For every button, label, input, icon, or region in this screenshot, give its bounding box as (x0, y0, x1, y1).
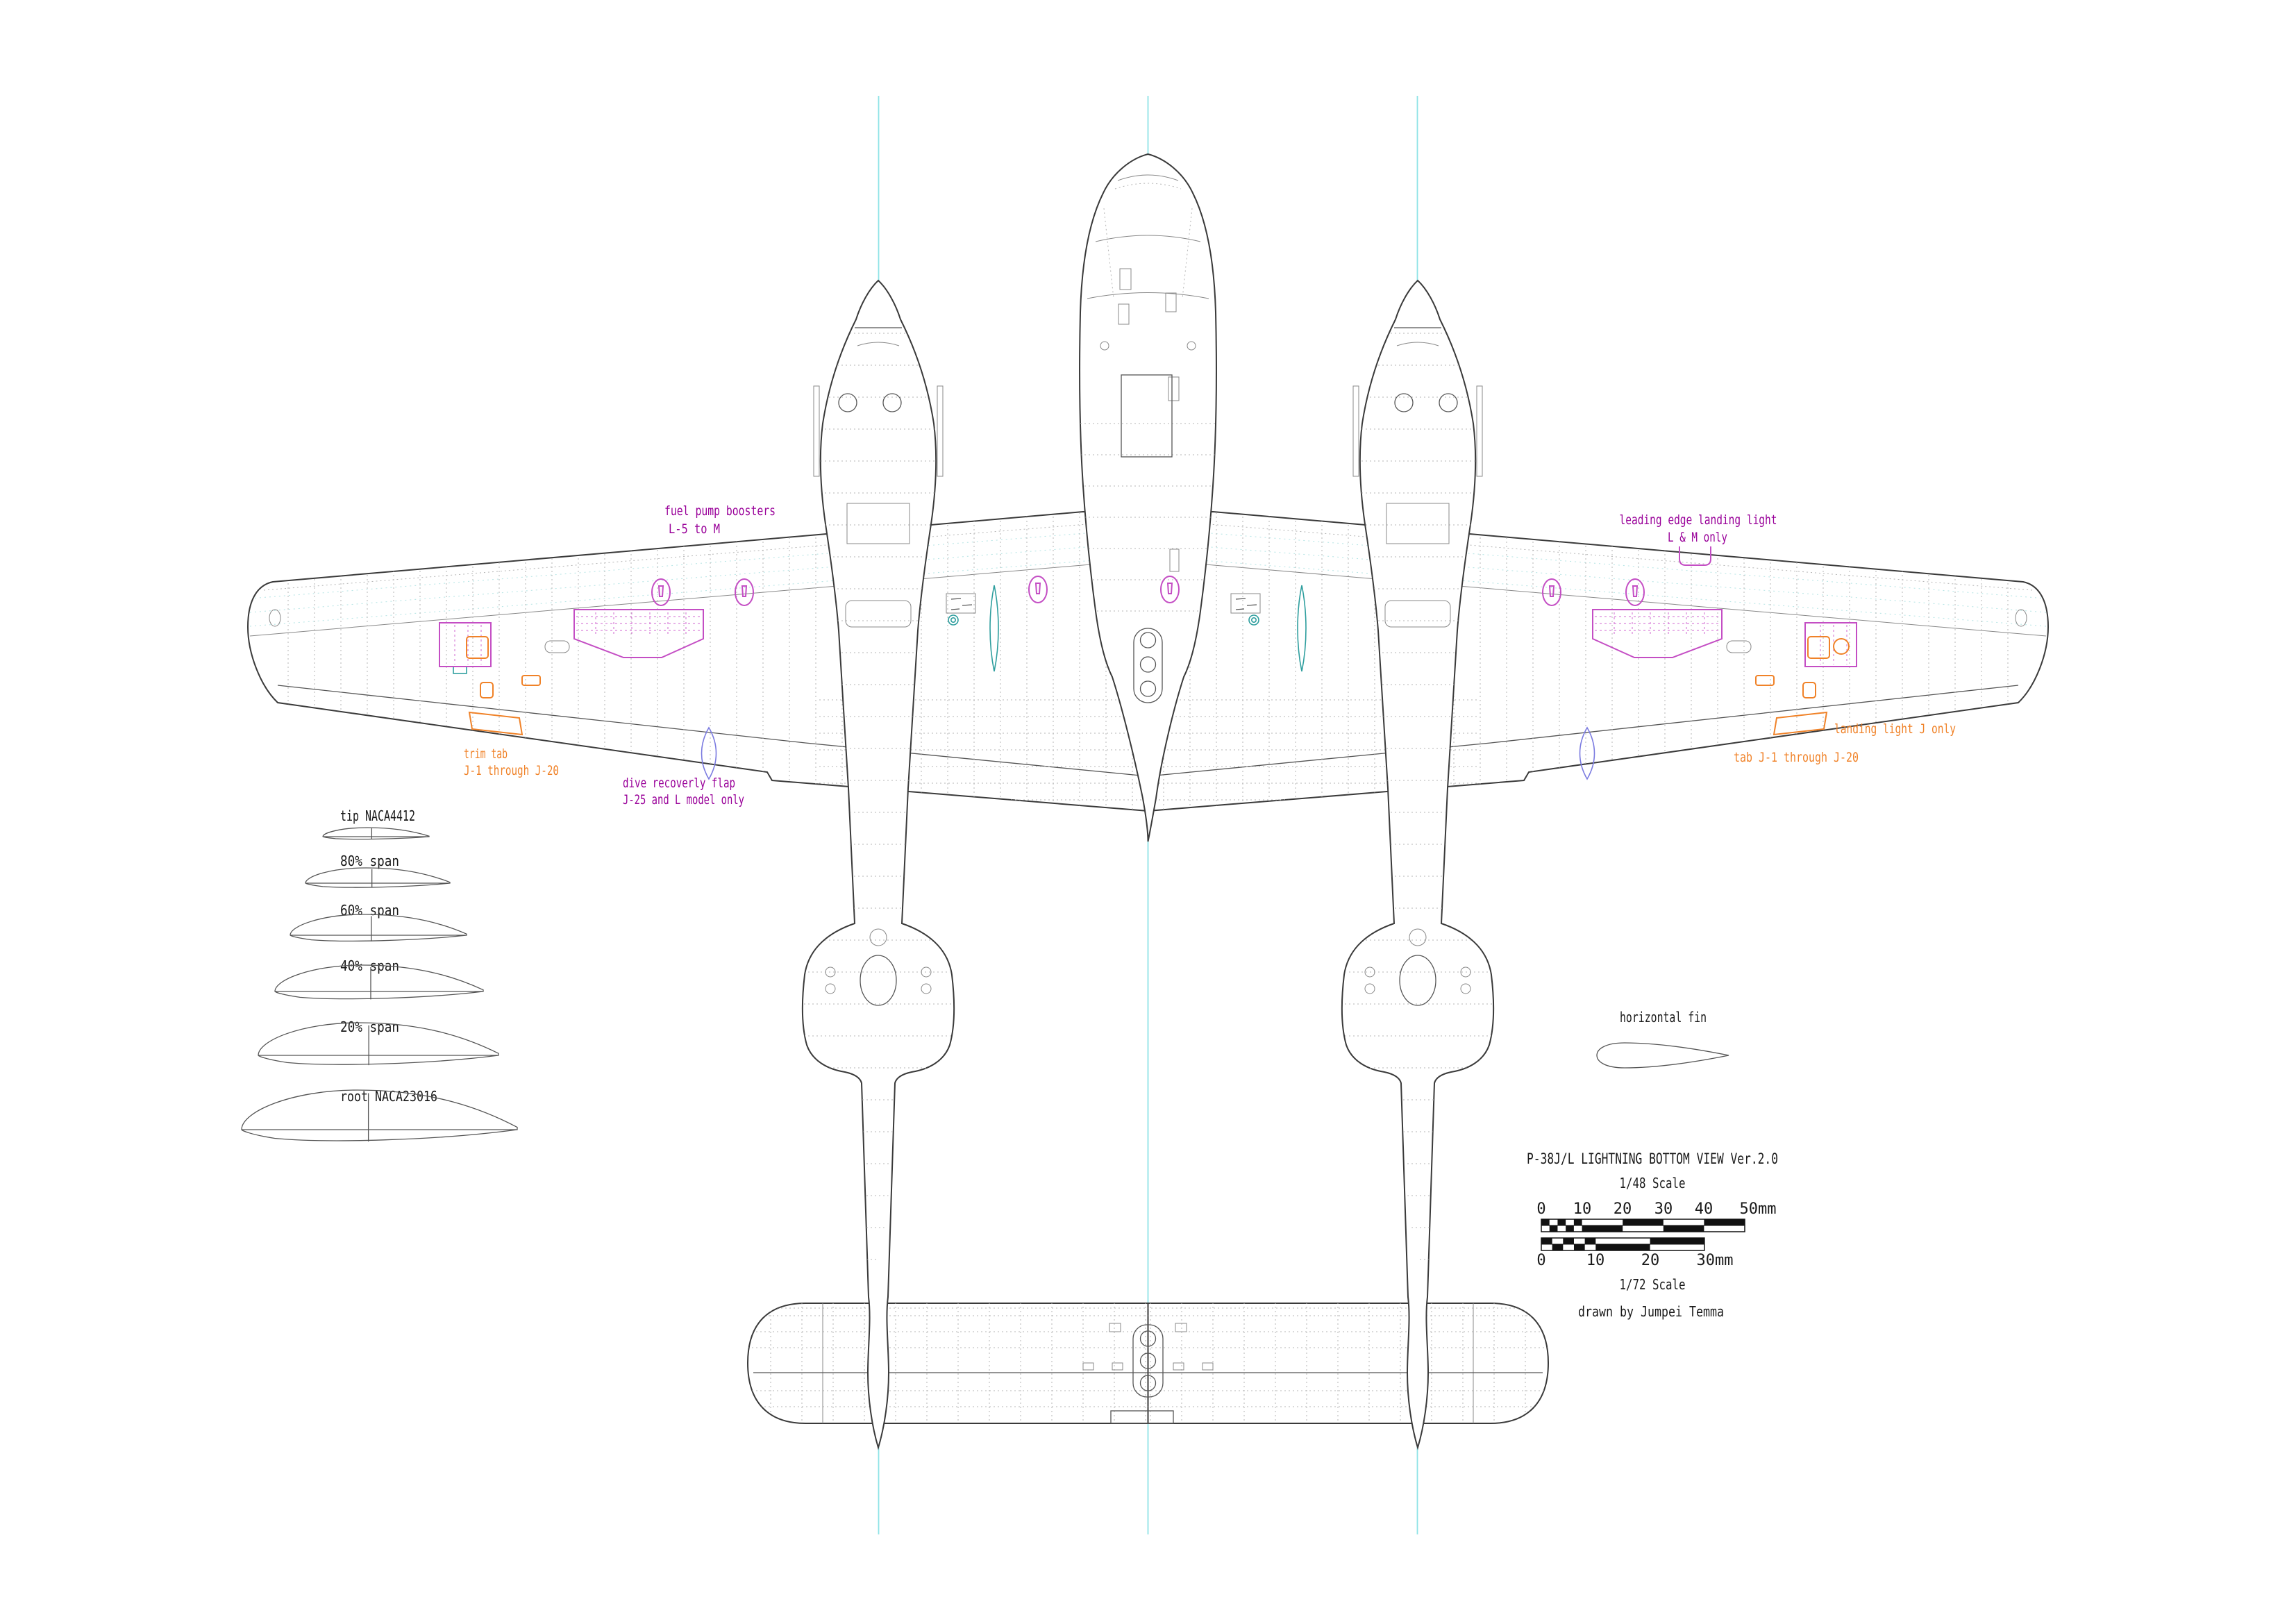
annotation-le-light-line2: L & M only (1668, 530, 1727, 545)
annotation-fuel-pump-line2: L-5 to M (669, 521, 720, 537)
airfoil-label-root: root NACA23016 (340, 1088, 437, 1105)
scale-48-label: 1/48 Scale (1619, 1175, 1686, 1191)
annotation-dive-flap-line1: dive recoverly flap (623, 776, 735, 791)
bar48-tick: 50mm (1739, 1200, 1777, 1218)
airfoil-label-60: 60% span (340, 902, 399, 919)
scale-bar-48-labels (1536, 1200, 1776, 1218)
airfoil-label-20: 20% span (340, 1019, 399, 1035)
annotation-trim-tab-line1: trim tab (464, 746, 508, 762)
drawn-by: drawn by Jumpei Temma (1578, 1303, 1724, 1320)
scale-bar-72-labels (1536, 1252, 1733, 1269)
bar48-tick: 30 (1654, 1200, 1673, 1218)
annotation-le-light-line1: leading edge landing light (1619, 512, 1777, 528)
title-block (1527, 1150, 1778, 1320)
annotation-fuel-pump-line1: fuel pump boosters (664, 503, 776, 519)
scale-bar-72 (1541, 1238, 1704, 1250)
bar72-tick: 0 (1536, 1252, 1546, 1269)
annotation-landing-light: landing light J only (1834, 721, 1956, 737)
annotation-dive-flap-line2: J-25 and L model only (623, 792, 744, 807)
scale-bar-48 (1541, 1219, 1745, 1232)
drawing-title: P-38J/L LIGHTNING BOTTOM VIEW Ver.2.0 (1527, 1150, 1778, 1167)
annotation-trim-tab-line2: J-1 through J-20 (464, 763, 559, 778)
airfoil-tip (323, 828, 429, 839)
bar72-tick: 20 (1641, 1252, 1660, 1269)
airfoil-label-tip: tip NACA4412 (340, 807, 415, 824)
airfoil-label-80: 80% span (340, 853, 399, 869)
airframe-right (1148, 281, 2048, 1448)
airfoil-80 (305, 868, 450, 888)
airfoil-sections (242, 807, 517, 1141)
annotation-horizontal-fin: horizontal fin (1620, 1009, 1707, 1026)
bar72-tick: 30mm (1696, 1252, 1734, 1269)
bar48-tick: 20 (1613, 1200, 1632, 1218)
bar48-tick: 10 (1573, 1200, 1592, 1218)
bar72-tick: 10 (1586, 1252, 1605, 1269)
annotation-tab-right: tab J-1 through J-20 (1734, 750, 1859, 765)
bar48-tick: 0 (1536, 1200, 1546, 1218)
bar48-tick: 40 (1694, 1200, 1713, 1218)
fin-airfoil-section (1597, 1043, 1729, 1068)
airfoil-label-40: 40% span (340, 957, 399, 974)
scale-72-label: 1/72 Scale (1619, 1276, 1686, 1293)
